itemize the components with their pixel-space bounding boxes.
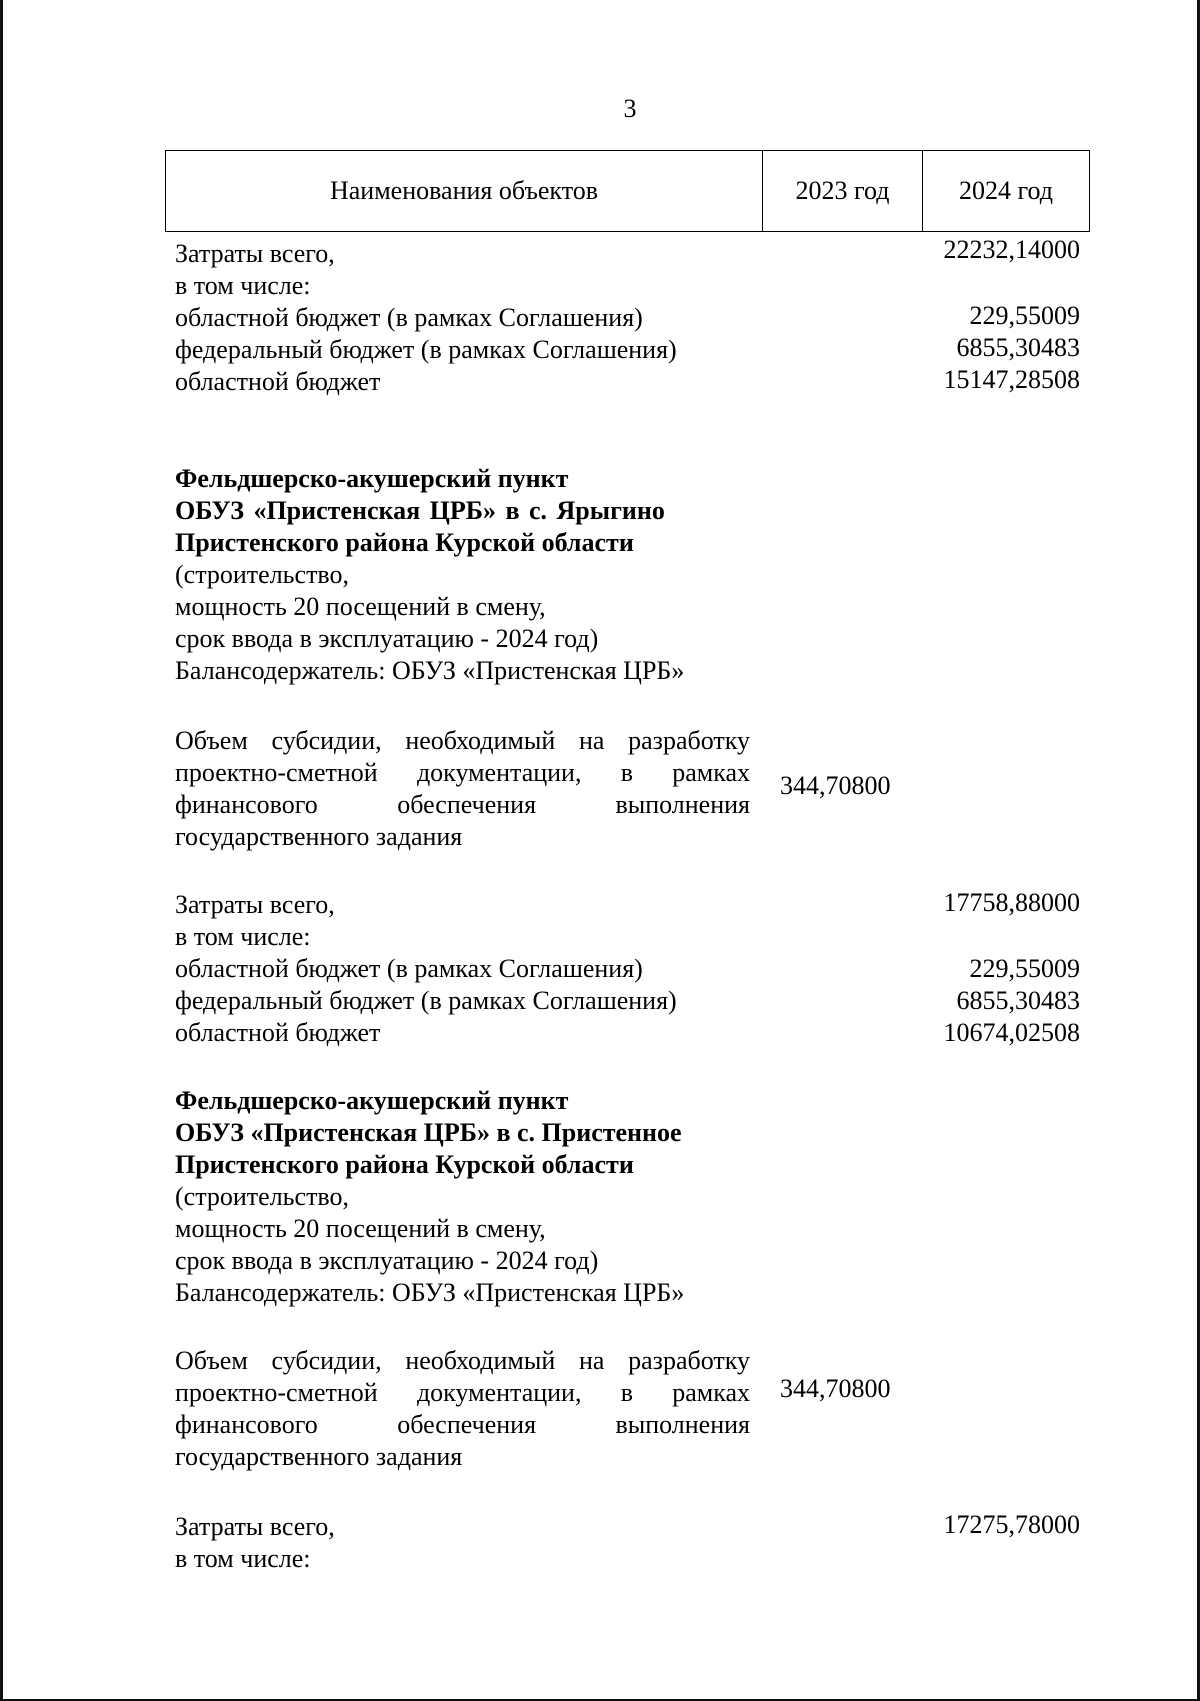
table-header [165, 150, 1090, 232]
value-2024: 6855,30483 [956, 333, 1080, 362]
subsidy-text [175, 1345, 750, 1473]
text-line: финансового обеспечения выполнения [175, 790, 750, 819]
object-details: срок ввода в эксплуатацию - 2024 год) [175, 624, 599, 653]
text-line: областной бюджет [175, 1018, 381, 1047]
object-title: ОБУЗ «Пристенская ЦРБ» в с. Ярыгино [175, 496, 665, 525]
subsidy-text [175, 725, 750, 853]
text-line: Затраты всего, [175, 239, 335, 268]
object-title: Фельдшерско-акушерский пункт [175, 1086, 569, 1115]
page-edge-left [0, 0, 3, 1701]
object-details: (строительство, [175, 560, 350, 589]
text-line: государственного задания [175, 822, 463, 851]
object-details: (строительство, [175, 1182, 350, 1211]
text-line: Затраты всего, [175, 890, 335, 919]
value-2024: 22232,14000 [943, 235, 1080, 264]
text-line: финансового обеспечения выполнения [175, 1410, 750, 1439]
text-line: проектно-сметной документации, в рамках [175, 758, 750, 787]
header-2023: 2023 год [763, 151, 923, 231]
value-2024: 229,55009 [969, 301, 1080, 330]
text-line: областной бюджет (в рамках Соглашения) [175, 954, 643, 983]
text-line: федеральный бюджет (в рамках Соглашения) [175, 986, 677, 1015]
text-line: проектно-сметной документации, в рамках [175, 1378, 750, 1407]
text-line: в том числе: [175, 922, 311, 951]
text-line: в том числе: [175, 1544, 311, 1573]
text-line: Объем субсидии, необходимый на разработку [175, 726, 750, 755]
object-details: Балансодержатель: ОБУЗ «Пристенская ЦРБ» [175, 656, 685, 685]
text-line: Объем субсидии, необходимый на разработку [175, 1346, 750, 1375]
header-2024: 2024 год [959, 176, 1053, 205]
text-line: государственного задания [175, 1442, 463, 1471]
value-2024: 17758,88000 [943, 888, 1080, 917]
object-title: Пристенского района Курской области [175, 1150, 634, 1179]
object-details: мощность 20 посещений в смену, [175, 1214, 546, 1243]
text-line: в том числе: [175, 271, 311, 300]
value-2023: 344,70800 [780, 771, 891, 800]
object-details: мощность 20 посещений в смену, [175, 592, 546, 621]
object-details: срок ввода в эксплуатацию - 2024 год) [175, 1246, 599, 1275]
object-details: Балансодержатель: ОБУЗ «Пристенская ЦРБ» [175, 1278, 685, 1307]
object-title: ОБУЗ «Пристенская ЦРБ» в с. Пристенное [175, 1118, 682, 1147]
text-line: Затраты всего, [175, 1512, 335, 1541]
value-2024: 229,55009 [969, 954, 1080, 983]
value-2024: 6855,30483 [956, 986, 1080, 1015]
value-2024: 17275,78000 [943, 1510, 1080, 1539]
text-line: федеральный бюджет (в рамках Соглашения) [175, 335, 677, 364]
header-name: Наименования объектов [166, 151, 763, 231]
object-title: Пристенского района Курской области [175, 528, 634, 557]
value-2024: 10674,02508 [943, 1018, 1080, 1047]
text-line: областной бюджет (в рамках Соглашения) [175, 303, 643, 332]
value-2023: 344,70800 [780, 1374, 891, 1403]
text-line: областной бюджет [175, 367, 381, 396]
page-number: 3 [623, 94, 637, 123]
object-title: Фельдшерско-акушерский пункт [175, 464, 569, 493]
value-2024: 15147,28508 [943, 365, 1080, 394]
